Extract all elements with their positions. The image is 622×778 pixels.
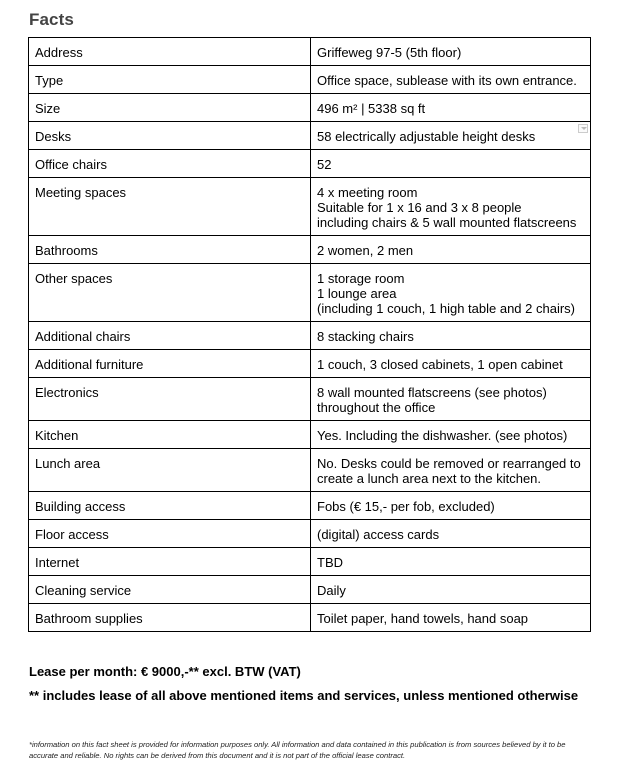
fact-value: [311, 492, 591, 520]
fact-key: Size: [29, 94, 311, 122]
fact-value: [311, 604, 591, 632]
fact-key: Lunch area: [29, 449, 311, 492]
facts-table: [28, 37, 591, 632]
fact-value: [311, 548, 591, 576]
lease-price: Lease per month: € 9000,-** excl. BTW (VAT): [29, 664, 301, 679]
fact-value-line: Griffeweg 97-5 (5th floor): [317, 45, 462, 60]
fact-value: [311, 449, 591, 492]
table-row: [29, 66, 591, 94]
fact-value-line: Daily: [317, 583, 346, 598]
fact-value-line: throughout the office: [317, 400, 436, 415]
fact-value-line: including chairs & 5 wall mounted flatscreens: [317, 215, 577, 230]
fact-key: Type: [29, 66, 311, 94]
fact-value-line: Office space, sublease with its own entrance.: [317, 73, 577, 88]
table-row: [29, 264, 591, 322]
table-row: [29, 38, 591, 66]
fact-value-line: Toilet paper, hand towels, hand soap: [317, 611, 529, 626]
fact-key: Bathroom supplies: [29, 604, 311, 632]
fact-value: [311, 150, 591, 178]
fact-key: Bathrooms: [29, 236, 311, 264]
fact-value-line: 4 x meeting room: [317, 185, 418, 200]
table-row: [29, 378, 591, 421]
table-row: [29, 520, 591, 548]
fact-value: [311, 421, 591, 449]
fact-key: Desks: [29, 122, 311, 150]
fact-value: [311, 520, 591, 548]
page-title: Facts: [29, 10, 74, 29]
fact-value: [311, 236, 591, 264]
fact-key: Kitchen: [29, 421, 311, 449]
fact-value-line: Suitable for 1 x 16 and 3 x 8 people: [317, 200, 522, 215]
fact-value: [311, 66, 591, 94]
fact-value-line: Fobs (€ 15,- per fob, excluded): [317, 499, 495, 514]
table-row: [29, 322, 591, 350]
table-row: [29, 350, 591, 378]
table-row: [29, 421, 591, 449]
fact-value-line: Yes. Including the dishwasher. (see photos): [317, 428, 568, 443]
fact-value: [311, 378, 591, 421]
table-row: [29, 449, 591, 492]
table-row: [29, 122, 591, 150]
fact-value-line: 496 m² | 5338 sq ft: [317, 101, 426, 116]
fact-key: Building access: [29, 492, 311, 520]
fact-key: Meeting spaces: [29, 178, 311, 236]
fact-value-line: (including 1 couch, 1 high table and 2 chairs): [317, 301, 575, 316]
table-row: [29, 604, 591, 632]
fact-value: [311, 122, 591, 150]
fact-value-line: (digital) access cards: [317, 527, 440, 542]
fact-value: [311, 178, 591, 236]
fact-key: Other spaces: [29, 264, 311, 322]
table-row: [29, 94, 591, 122]
fact-value-line: 2 women, 2 men: [317, 243, 414, 258]
fact-value-line: 1 storage room: [317, 271, 405, 286]
dropdown-arrow-icon[interactable]: [578, 124, 588, 133]
disclaimer: *information on this fact sheet is provided for information purposes only. All information and data contained in this publication is from sources believed by it to be accurate and reliable. No rights can be derived from this document and it is not part of the official lease contract.: [29, 740, 566, 760]
fact-value-line: 1 lounge area: [317, 286, 397, 301]
fact-value-line: No. Desks could be removed or rearranged to: [317, 456, 581, 471]
fact-key: Address: [29, 38, 311, 66]
fact-value: [311, 322, 591, 350]
fact-value-line: 58 electrically adjustable height desks: [317, 129, 536, 144]
table-row: [29, 492, 591, 520]
fact-value: [311, 38, 591, 66]
fact-key: Floor access: [29, 520, 311, 548]
table-row: [29, 178, 591, 236]
fact-value-line: 8 stacking chairs: [317, 329, 414, 344]
fact-value-line: 8 wall mounted flatscreens (see photos): [317, 385, 547, 400]
fact-value: [311, 576, 591, 604]
fact-value: [311, 94, 591, 122]
fact-key: Internet: [29, 548, 311, 576]
table-row: [29, 548, 591, 576]
fact-value-line: 52: [317, 157, 332, 172]
fact-value-line: 1 couch, 3 closed cabinets, 1 open cabinet: [317, 357, 563, 372]
fact-value: [311, 264, 591, 322]
includes-note: ** includes lease of all above mentioned items and services, unless mentioned otherwise: [29, 688, 579, 703]
fact-key: Office chairs: [29, 150, 311, 178]
fact-value: [311, 350, 591, 378]
table-row: [29, 576, 591, 604]
fact-key: Additional furniture: [29, 350, 311, 378]
fact-value-line: create a lunch area next to the kitchen.: [317, 471, 542, 486]
fact-key: Cleaning service: [29, 576, 311, 604]
fact-key: Additional chairs: [29, 322, 311, 350]
table-row: [29, 150, 591, 178]
fact-key: Electronics: [29, 378, 311, 421]
table-row: [29, 236, 591, 264]
fact-value-line: TBD: [317, 555, 343, 570]
